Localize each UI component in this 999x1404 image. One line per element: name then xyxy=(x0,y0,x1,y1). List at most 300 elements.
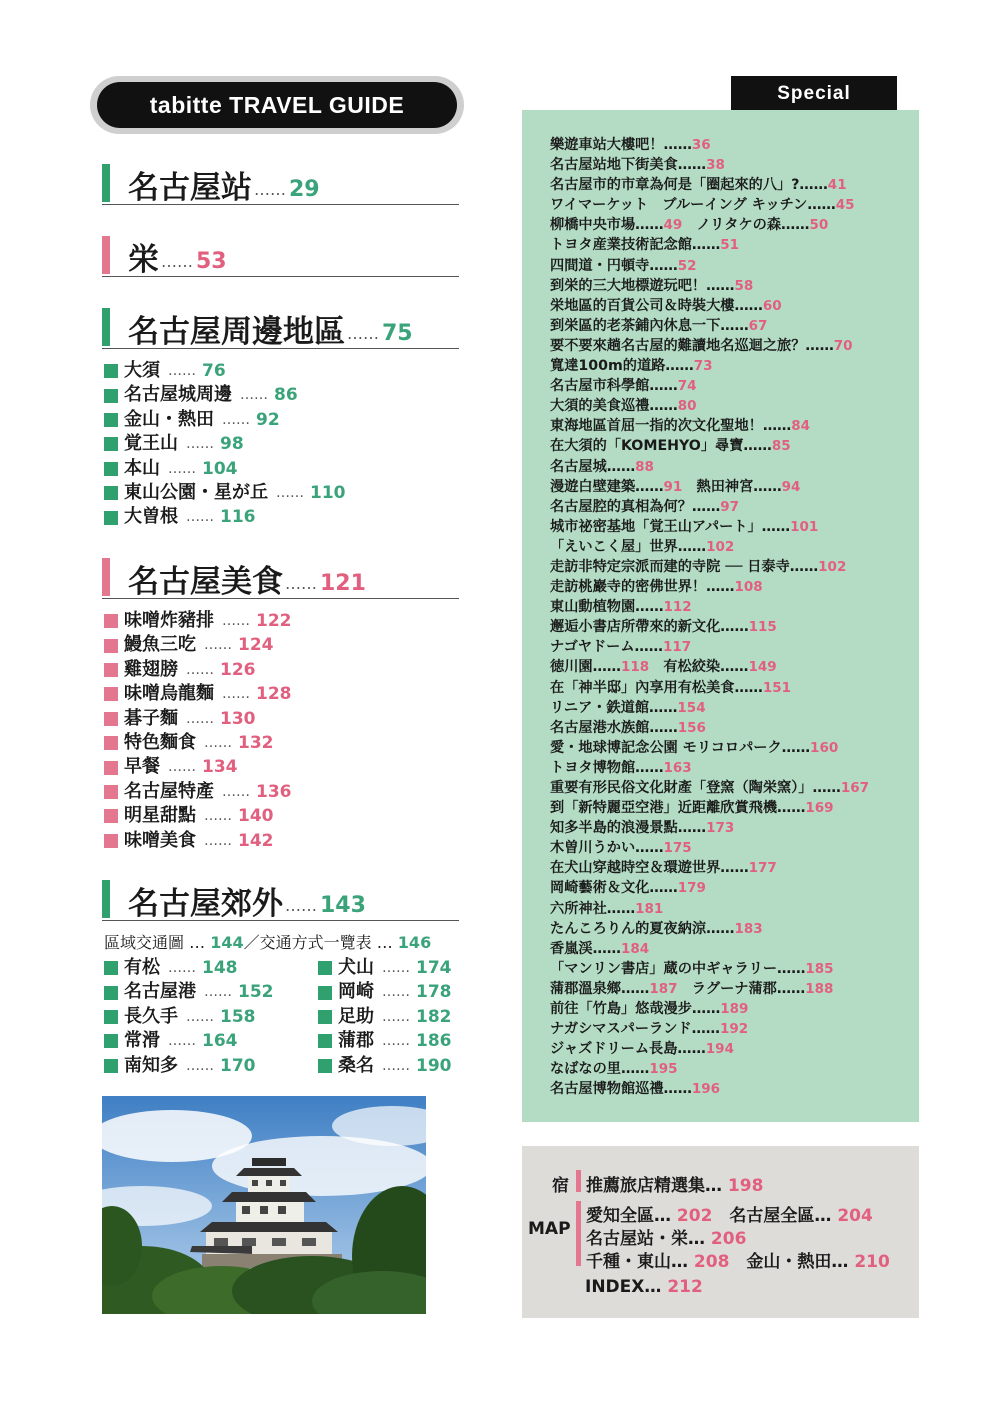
item-page: 182 xyxy=(416,1006,452,1027)
item-label: 雞翅膀 xyxy=(124,658,178,680)
suburb-item[interactable]: 桑名 …… 190 xyxy=(318,1054,452,1078)
special-item-text: 東海地區首屈一指的次文化聖地！…… xyxy=(550,418,792,435)
special-item-page: 67 xyxy=(748,317,768,334)
item-label: 明星甜點 xyxy=(124,805,196,827)
section-title: 名古屋站 xyxy=(128,170,252,206)
suburb-item[interactable]: 常滑 …… 164 xyxy=(104,1029,274,1053)
item-label: 味噌炸豬排 xyxy=(124,610,214,631)
special-item-page: 163 xyxy=(663,759,692,776)
special-item[interactable] xyxy=(550,738,869,758)
item-label: 常滑 xyxy=(124,1030,160,1052)
special-item[interactable] xyxy=(550,1019,869,1039)
special-item[interactable] xyxy=(550,939,869,959)
item-label: 大曽根 xyxy=(124,506,178,528)
map-page: 202 xyxy=(676,1206,713,1226)
bottom-panel xyxy=(522,1146,919,1318)
section-nagoya-food[interactable] xyxy=(102,554,459,599)
item-label: 名古屋城周邊 xyxy=(124,384,232,406)
map-text: 名古屋全區… xyxy=(729,1206,832,1226)
special-item-text: 東山動植物園…… xyxy=(550,599,664,616)
food-item[interactable]: 味噌美食 …… 142 xyxy=(104,829,292,853)
inn-text: 推薦旅店精選集… xyxy=(586,1176,722,1196)
suburb-item[interactable]: 岡崎 …… 178 xyxy=(318,980,452,1004)
item-page: 152 xyxy=(238,982,274,1003)
item-page: 158 xyxy=(220,1006,256,1027)
transport-line[interactable]: 區域交通圖 … 144／交通方式一覽表 … 146 xyxy=(104,933,432,952)
map-bar xyxy=(576,1201,581,1266)
special-item[interactable] xyxy=(550,336,869,356)
special-item-text: 要不要來趟名古屋的難讀地名巡迴之旅？…… xyxy=(550,337,834,354)
item-label: 大須 xyxy=(124,360,160,381)
special-item-text: ワイマーケット ブルーイング キッチン…… xyxy=(550,197,836,214)
item-label: 覚王山 xyxy=(124,433,178,455)
food-item[interactable]: 味噌烏龍麵 …… 128 xyxy=(104,682,292,706)
special-item[interactable] xyxy=(550,477,869,497)
special-item-text: 城市祕密基地「覚王山アパート」…… xyxy=(550,518,791,535)
map-entry-1[interactable] xyxy=(586,1201,873,1226)
bullet-square xyxy=(104,413,118,427)
special-item-page: 156 xyxy=(677,719,706,736)
special-item-page: 149 xyxy=(748,659,777,676)
special-item-text: 寬達100m的道路…… xyxy=(550,358,694,375)
bullet-square xyxy=(104,687,118,701)
special-item-page: 194 xyxy=(705,1041,734,1058)
section-title: 栄 xyxy=(128,242,159,278)
special-item[interactable] xyxy=(550,919,869,939)
item-page: 110 xyxy=(310,482,346,503)
special-item-text: 「マンリン書店」蔵の中ギャラリー…… xyxy=(550,960,806,977)
map-entry-3[interactable] xyxy=(586,1247,890,1272)
item-label: 特色麵食 xyxy=(124,731,196,753)
special-item-text: 前往「竹島」悠哉漫步…… xyxy=(550,1001,721,1018)
section-dots: …… xyxy=(161,252,193,271)
special-item[interactable] xyxy=(550,899,869,919)
special-item-text: 名古屋市的市章為何是「圈起來的八」?…… xyxy=(550,177,828,194)
food-item[interactable]: 早餐 …… 134 xyxy=(104,755,292,779)
section-dots: …… xyxy=(254,180,286,199)
item-page: 126 xyxy=(220,659,256,680)
special-item-text: 到「新特麗亞空港」近距離欣賞飛機…… xyxy=(550,800,806,817)
special-item[interactable] xyxy=(550,657,869,677)
special-item[interactable] xyxy=(550,597,869,617)
special-item-page: 94 xyxy=(781,478,801,495)
item-label: 足助 xyxy=(338,1005,374,1027)
item-page: 134 xyxy=(202,757,238,778)
bullet-square xyxy=(318,1059,332,1073)
bullet-square xyxy=(318,1010,332,1024)
special-item-text: ナゴヤドーム…… xyxy=(550,639,663,656)
special-item-text: トヨタ産業技術記念館…… xyxy=(550,237,721,254)
item-label: 蒲郡 xyxy=(338,1030,374,1052)
special-item[interactable] xyxy=(550,215,869,235)
item-page: 140 xyxy=(238,806,274,827)
section-title: 名古屋郊外 xyxy=(128,886,283,922)
item-label: 名古屋港 xyxy=(124,981,196,1003)
special-item[interactable] xyxy=(550,557,869,577)
section-page: 53 xyxy=(196,249,227,274)
special-item-text: 柳橋中央市場…… xyxy=(550,217,664,234)
special-item-text: トヨタ博物館…… xyxy=(550,759,664,776)
special-item-text: 六所神社…… xyxy=(550,900,636,917)
special-item[interactable] xyxy=(550,436,869,456)
bullet-square xyxy=(104,364,118,378)
suburb-item[interactable]: 足助 …… 182 xyxy=(318,1005,452,1029)
food-item[interactable]: 特色麵食 …… 132 xyxy=(104,731,292,755)
map-page: 208 xyxy=(693,1252,730,1272)
bullet-square xyxy=(104,961,118,975)
bullet-square xyxy=(318,986,332,1000)
bullet-square xyxy=(104,785,118,799)
item-page: 148 xyxy=(202,958,238,978)
item-page: 136 xyxy=(256,781,292,802)
special-item[interactable] xyxy=(550,497,869,517)
special-item[interactable] xyxy=(550,457,869,477)
special-item-text: 在「神半邸」內享用有松美食…… xyxy=(550,679,763,696)
special-item-page: 173 xyxy=(706,820,735,837)
special-item[interactable] xyxy=(550,698,869,718)
food-item[interactable]: 雞翅膀 …… 126 xyxy=(104,658,292,682)
special-list xyxy=(550,135,869,1100)
bullet-square xyxy=(104,834,118,848)
special-item[interactable] xyxy=(550,1039,869,1059)
section-page: 75 xyxy=(382,321,413,346)
special-item[interactable] xyxy=(550,296,869,316)
item-page: 98 xyxy=(220,434,244,455)
special-item-text: 香嵐渓…… xyxy=(550,940,621,957)
area-item[interactable]: 名古屋城周邊 …… 86 xyxy=(104,383,346,407)
special-item-text: 到栄的三大地標遊玩吧！…… xyxy=(550,277,735,294)
special-item[interactable] xyxy=(550,778,869,798)
special-item-page: 102 xyxy=(706,538,735,555)
special-item[interactable] xyxy=(550,537,869,557)
special-item-text: 栄地區的百貨公司＆時裝大樓…… xyxy=(550,297,763,314)
special-item-text: 熱田神宮…… xyxy=(682,478,782,495)
special-item-text: 岡崎藝術＆文化…… xyxy=(550,880,678,897)
special-item-page: 36 xyxy=(691,137,711,153)
special-item[interactable] xyxy=(550,316,869,336)
special-item[interactable] xyxy=(550,617,869,637)
bullet-square xyxy=(104,511,118,525)
area-list xyxy=(104,359,346,530)
inn-bar xyxy=(576,1170,581,1192)
map-page: 210 xyxy=(854,1252,890,1272)
special-item[interactable] xyxy=(550,517,869,537)
section-sakae[interactable] xyxy=(102,232,459,277)
special-item-text: 大須的美食巡禮…… xyxy=(550,398,678,415)
special-tab: Special xyxy=(731,76,897,111)
special-item-page: 187 xyxy=(649,980,678,997)
special-item-page: 102 xyxy=(818,558,847,575)
item-page: 92 xyxy=(256,409,280,430)
transport-separator: ／ xyxy=(243,933,260,952)
special-item-text: 名古屋市科學館…… xyxy=(550,378,678,395)
special-item-page: 189 xyxy=(720,1001,749,1018)
special-item-page: 60 xyxy=(762,297,782,314)
area-item[interactable]: 東山公園・星が丘 …… 110 xyxy=(104,481,346,505)
item-label: 桑名 xyxy=(338,1054,374,1076)
section-nagoya-station[interactable] xyxy=(102,160,459,205)
special-item-text: リニア・鉄道館…… xyxy=(550,699,678,716)
item-label: 東山公園・星が丘 xyxy=(124,481,268,503)
special-item-text: 蒲郡溫泉鄉…… xyxy=(550,980,650,997)
bullet-square xyxy=(104,712,118,726)
item-page: 142 xyxy=(238,830,274,851)
special-item-page: 41 xyxy=(827,177,847,194)
special-item-page: 58 xyxy=(734,277,754,294)
special-item-text: 到栄區的老茶鋪內休息一下…… xyxy=(550,317,749,334)
special-item-text: 有松絞染…… xyxy=(649,659,749,676)
guide-title: tabitte TRAVEL GUIDE xyxy=(97,82,457,128)
special-item-page: 192 xyxy=(719,1021,749,1038)
map-text: 千種・東山… xyxy=(586,1252,688,1272)
suburb-item[interactable]: 名古屋港 …… 152 xyxy=(104,980,274,1004)
special-item-page: 185 xyxy=(805,960,834,977)
bullet-square xyxy=(104,437,118,451)
special-item-page: 51 xyxy=(720,237,740,254)
item-label: 味噌美食 xyxy=(124,829,196,851)
area-item[interactable]: 大曽根 …… 116 xyxy=(104,505,346,529)
item-page: 86 xyxy=(274,385,298,406)
special-item-text: 知多半島的浪漫景點…… xyxy=(550,820,707,837)
special-item-text: たんころりん的夏夜納涼…… xyxy=(550,920,735,937)
inn-entry[interactable] xyxy=(586,1171,763,1196)
item-page: 164 xyxy=(202,1031,238,1052)
section-dots: …… xyxy=(347,324,379,343)
special-item-text: 在犬山穿越時空＆環遊世界…… xyxy=(550,860,749,877)
area-item[interactable]: 金山・熱田 …… 92 xyxy=(104,408,346,432)
special-item-page: 49 xyxy=(663,217,683,234)
special-item[interactable] xyxy=(550,396,869,416)
bullet-square xyxy=(104,986,118,1000)
special-item-page: 45 xyxy=(835,197,855,214)
special-item-text: 愛・地球博記念公園 モリコロパーク…… xyxy=(550,739,811,756)
suburb-item[interactable]: 蒲郡 …… 186 xyxy=(318,1029,452,1053)
special-item-page: 73 xyxy=(693,358,713,375)
section-nagoya-suburbs[interactable] xyxy=(102,876,459,921)
bullet-square xyxy=(104,663,118,677)
special-item-page: 160 xyxy=(810,739,839,756)
item-page: 190 xyxy=(416,1055,452,1076)
section-nagoya-surroundings[interactable] xyxy=(102,304,459,349)
special-item[interactable] xyxy=(550,979,869,999)
map-text: 金山・熱田… xyxy=(746,1252,849,1272)
suburb-item[interactable]: 長久手 …… 158 xyxy=(104,1005,274,1029)
special-item[interactable] xyxy=(550,276,869,296)
section-page: 29 xyxy=(289,177,320,202)
food-item[interactable]: 味噌炸豬排 …… 122 xyxy=(104,609,292,633)
bullet-square xyxy=(104,1010,118,1024)
transport-table-page: 146 xyxy=(397,933,432,952)
guide-title-pill xyxy=(90,76,464,134)
special-item[interactable] xyxy=(550,235,869,255)
special-item-page: 91 xyxy=(663,478,683,495)
map-text: 名古屋站・栄… xyxy=(586,1229,705,1249)
special-item[interactable] xyxy=(550,798,869,818)
section-dots: …… xyxy=(285,896,317,915)
special-item-page: 88 xyxy=(635,458,654,475)
food-list xyxy=(104,609,292,853)
special-item-text: 名古屋博物館巡禮…… xyxy=(550,1081,692,1098)
special-item[interactable] xyxy=(550,858,869,878)
special-item[interactable] xyxy=(550,376,869,396)
suburb-item[interactable]: 犬山 …… 174 xyxy=(318,956,452,980)
item-label: 鰻魚三吃 xyxy=(124,634,196,656)
map-page: 204 xyxy=(837,1206,873,1226)
area-item[interactable]: 本山 …… 104 xyxy=(104,457,346,481)
inn-label: 宿 xyxy=(552,1176,569,1196)
special-item[interactable] xyxy=(550,1059,869,1079)
item-label: 味噌烏龍麵 xyxy=(124,683,214,705)
index-page: 212 xyxy=(667,1277,703,1297)
section-bar xyxy=(102,164,110,202)
suburb-item[interactable]: 南知多 …… 170 xyxy=(104,1054,274,1078)
special-item-text: 走訪非特定宗派而建的寺院 ── 日泰寺…… xyxy=(550,558,819,575)
special-item-page: 151 xyxy=(762,679,792,696)
item-page: 124 xyxy=(238,635,274,656)
special-item-page: 84 xyxy=(791,418,810,435)
map-page: 206 xyxy=(710,1229,747,1249)
bullet-square xyxy=(104,462,118,476)
special-item-page: 175 xyxy=(663,840,692,857)
special-item-text: なばなの里…… xyxy=(550,1061,650,1078)
special-item-text: 名古屋站地下街美食…… xyxy=(550,157,707,174)
special-item-page: 183 xyxy=(734,920,763,937)
bullet-square xyxy=(104,639,118,653)
food-item[interactable]: 名古屋特產 …… 136 xyxy=(104,780,292,804)
item-page: 186 xyxy=(416,1031,452,1052)
special-item-page: 70 xyxy=(833,337,853,354)
transport-map-page: 144 xyxy=(210,933,244,952)
item-label: 碁子麵 xyxy=(124,707,178,729)
special-item-text: 木曽川うかい…… xyxy=(550,840,664,857)
special-item-page: 97 xyxy=(720,498,740,515)
item-page: 130 xyxy=(220,708,256,729)
section-page: 121 xyxy=(320,571,366,596)
special-item[interactable] xyxy=(550,256,869,276)
item-label: 有松 xyxy=(124,957,160,978)
food-item[interactable]: 明星甜點 …… 140 xyxy=(104,804,292,828)
map-label: MAP xyxy=(528,1219,571,1239)
map-entry-2[interactable] xyxy=(586,1224,746,1249)
special-item[interactable] xyxy=(550,577,869,597)
special-item[interactable] xyxy=(550,416,869,436)
special-item-page: 74 xyxy=(677,378,697,395)
special-item[interactable] xyxy=(550,818,869,838)
index-entry[interactable] xyxy=(585,1277,703,1297)
item-page: 174 xyxy=(416,958,452,978)
bullet-square xyxy=(104,1034,118,1048)
special-item-page: 169 xyxy=(805,800,834,817)
special-item-page: 52 xyxy=(677,257,697,274)
special-item[interactable] xyxy=(550,195,869,215)
special-item[interactable] xyxy=(550,637,869,657)
bullet-square xyxy=(104,809,118,823)
map-text: 愛知全區… xyxy=(586,1206,671,1226)
special-item[interactable] xyxy=(550,135,869,155)
suburb-list-left xyxy=(104,956,274,1078)
section-bar xyxy=(102,880,110,918)
special-item[interactable] xyxy=(550,959,869,979)
special-item-page: 118 xyxy=(620,659,650,676)
special-item[interactable] xyxy=(550,356,869,376)
item-label: 早餐 xyxy=(124,756,160,778)
special-item[interactable] xyxy=(550,1079,869,1099)
item-page: 76 xyxy=(202,361,226,381)
section-title: 名古屋美食 xyxy=(128,564,283,600)
special-item-page: 38 xyxy=(706,157,725,174)
bullet-square xyxy=(104,736,118,750)
special-item-text: 邂逅小書店所帶來的新文化…… xyxy=(550,619,749,636)
item-page: 178 xyxy=(416,982,452,1003)
special-item-text: 名古屋城…… xyxy=(550,458,636,475)
bullet-square xyxy=(104,761,118,775)
special-item-text: 樂遊車站大樓吧！…… xyxy=(550,137,692,153)
area-item[interactable]: 大須 …… 76 xyxy=(104,359,346,383)
food-item[interactable]: 碁子麵 …… 130 xyxy=(104,707,292,731)
special-item-text: 在大須的「KOMEHYO」尋寶…… xyxy=(550,438,772,455)
special-item-page: 108 xyxy=(734,579,763,596)
special-item-text: 漫遊白壁建築…… xyxy=(550,478,664,495)
bullet-square xyxy=(318,1034,332,1048)
bullet-square xyxy=(104,486,118,500)
suburb-item[interactable]: 有松 …… 148 xyxy=(104,956,274,980)
special-item-text: ナガシマスパーランド…… xyxy=(550,1021,720,1038)
special-panel xyxy=(522,110,919,1122)
special-item-page: 85 xyxy=(771,438,791,455)
item-page: 122 xyxy=(256,611,292,631)
special-item-text: ラグーナ蒲郡…… xyxy=(677,980,806,997)
transport-table-label: 交通方式一覽表 xyxy=(259,933,372,952)
special-item-page: 167 xyxy=(840,780,870,796)
bullet-square xyxy=(104,1059,118,1073)
special-item-page: 154 xyxy=(677,699,706,716)
food-item[interactable]: 鰻魚三吃 …… 124 xyxy=(104,633,292,657)
special-item-page: 50 xyxy=(809,217,829,234)
special-item-page: 112 xyxy=(663,599,692,616)
item-page: 104 xyxy=(202,458,238,479)
special-item-page: 196 xyxy=(691,1081,721,1098)
special-item-text: 走訪桃巖寺的密佛世界！…… xyxy=(550,579,735,596)
special-item-page: 115 xyxy=(748,619,777,636)
item-page: 116 xyxy=(220,507,256,528)
special-item-text: 名古屋腔的真相為何？…… xyxy=(550,498,721,515)
section-page: 143 xyxy=(320,893,366,918)
special-item[interactable] xyxy=(550,718,869,738)
special-item-page: 80 xyxy=(677,398,697,415)
section-title: 名古屋周邊地區 xyxy=(128,314,345,350)
section-dots: …… xyxy=(285,574,317,593)
special-item[interactable] xyxy=(550,999,869,1019)
item-label: 犬山 xyxy=(338,957,374,978)
special-item[interactable] xyxy=(550,155,869,175)
special-item[interactable] xyxy=(550,175,869,195)
area-item[interactable]: 覚王山 …… 98 xyxy=(104,432,346,456)
special-item[interactable] xyxy=(550,678,869,698)
special-item[interactable] xyxy=(550,758,869,778)
inn-page: 198 xyxy=(727,1176,764,1196)
special-item-page: 181 xyxy=(635,900,664,917)
bullet-square xyxy=(318,961,332,975)
item-label: 岡崎 xyxy=(338,981,374,1003)
special-item-text: ジャズドリーム長島…… xyxy=(550,1041,706,1058)
special-item-page: 195 xyxy=(649,1061,678,1078)
special-item[interactable] xyxy=(550,838,869,858)
castle-photo xyxy=(102,1096,426,1314)
special-item-page: 179 xyxy=(677,880,706,897)
item-label: 長久手 xyxy=(124,1005,178,1027)
special-item[interactable] xyxy=(550,878,869,898)
section-bar xyxy=(102,308,110,346)
